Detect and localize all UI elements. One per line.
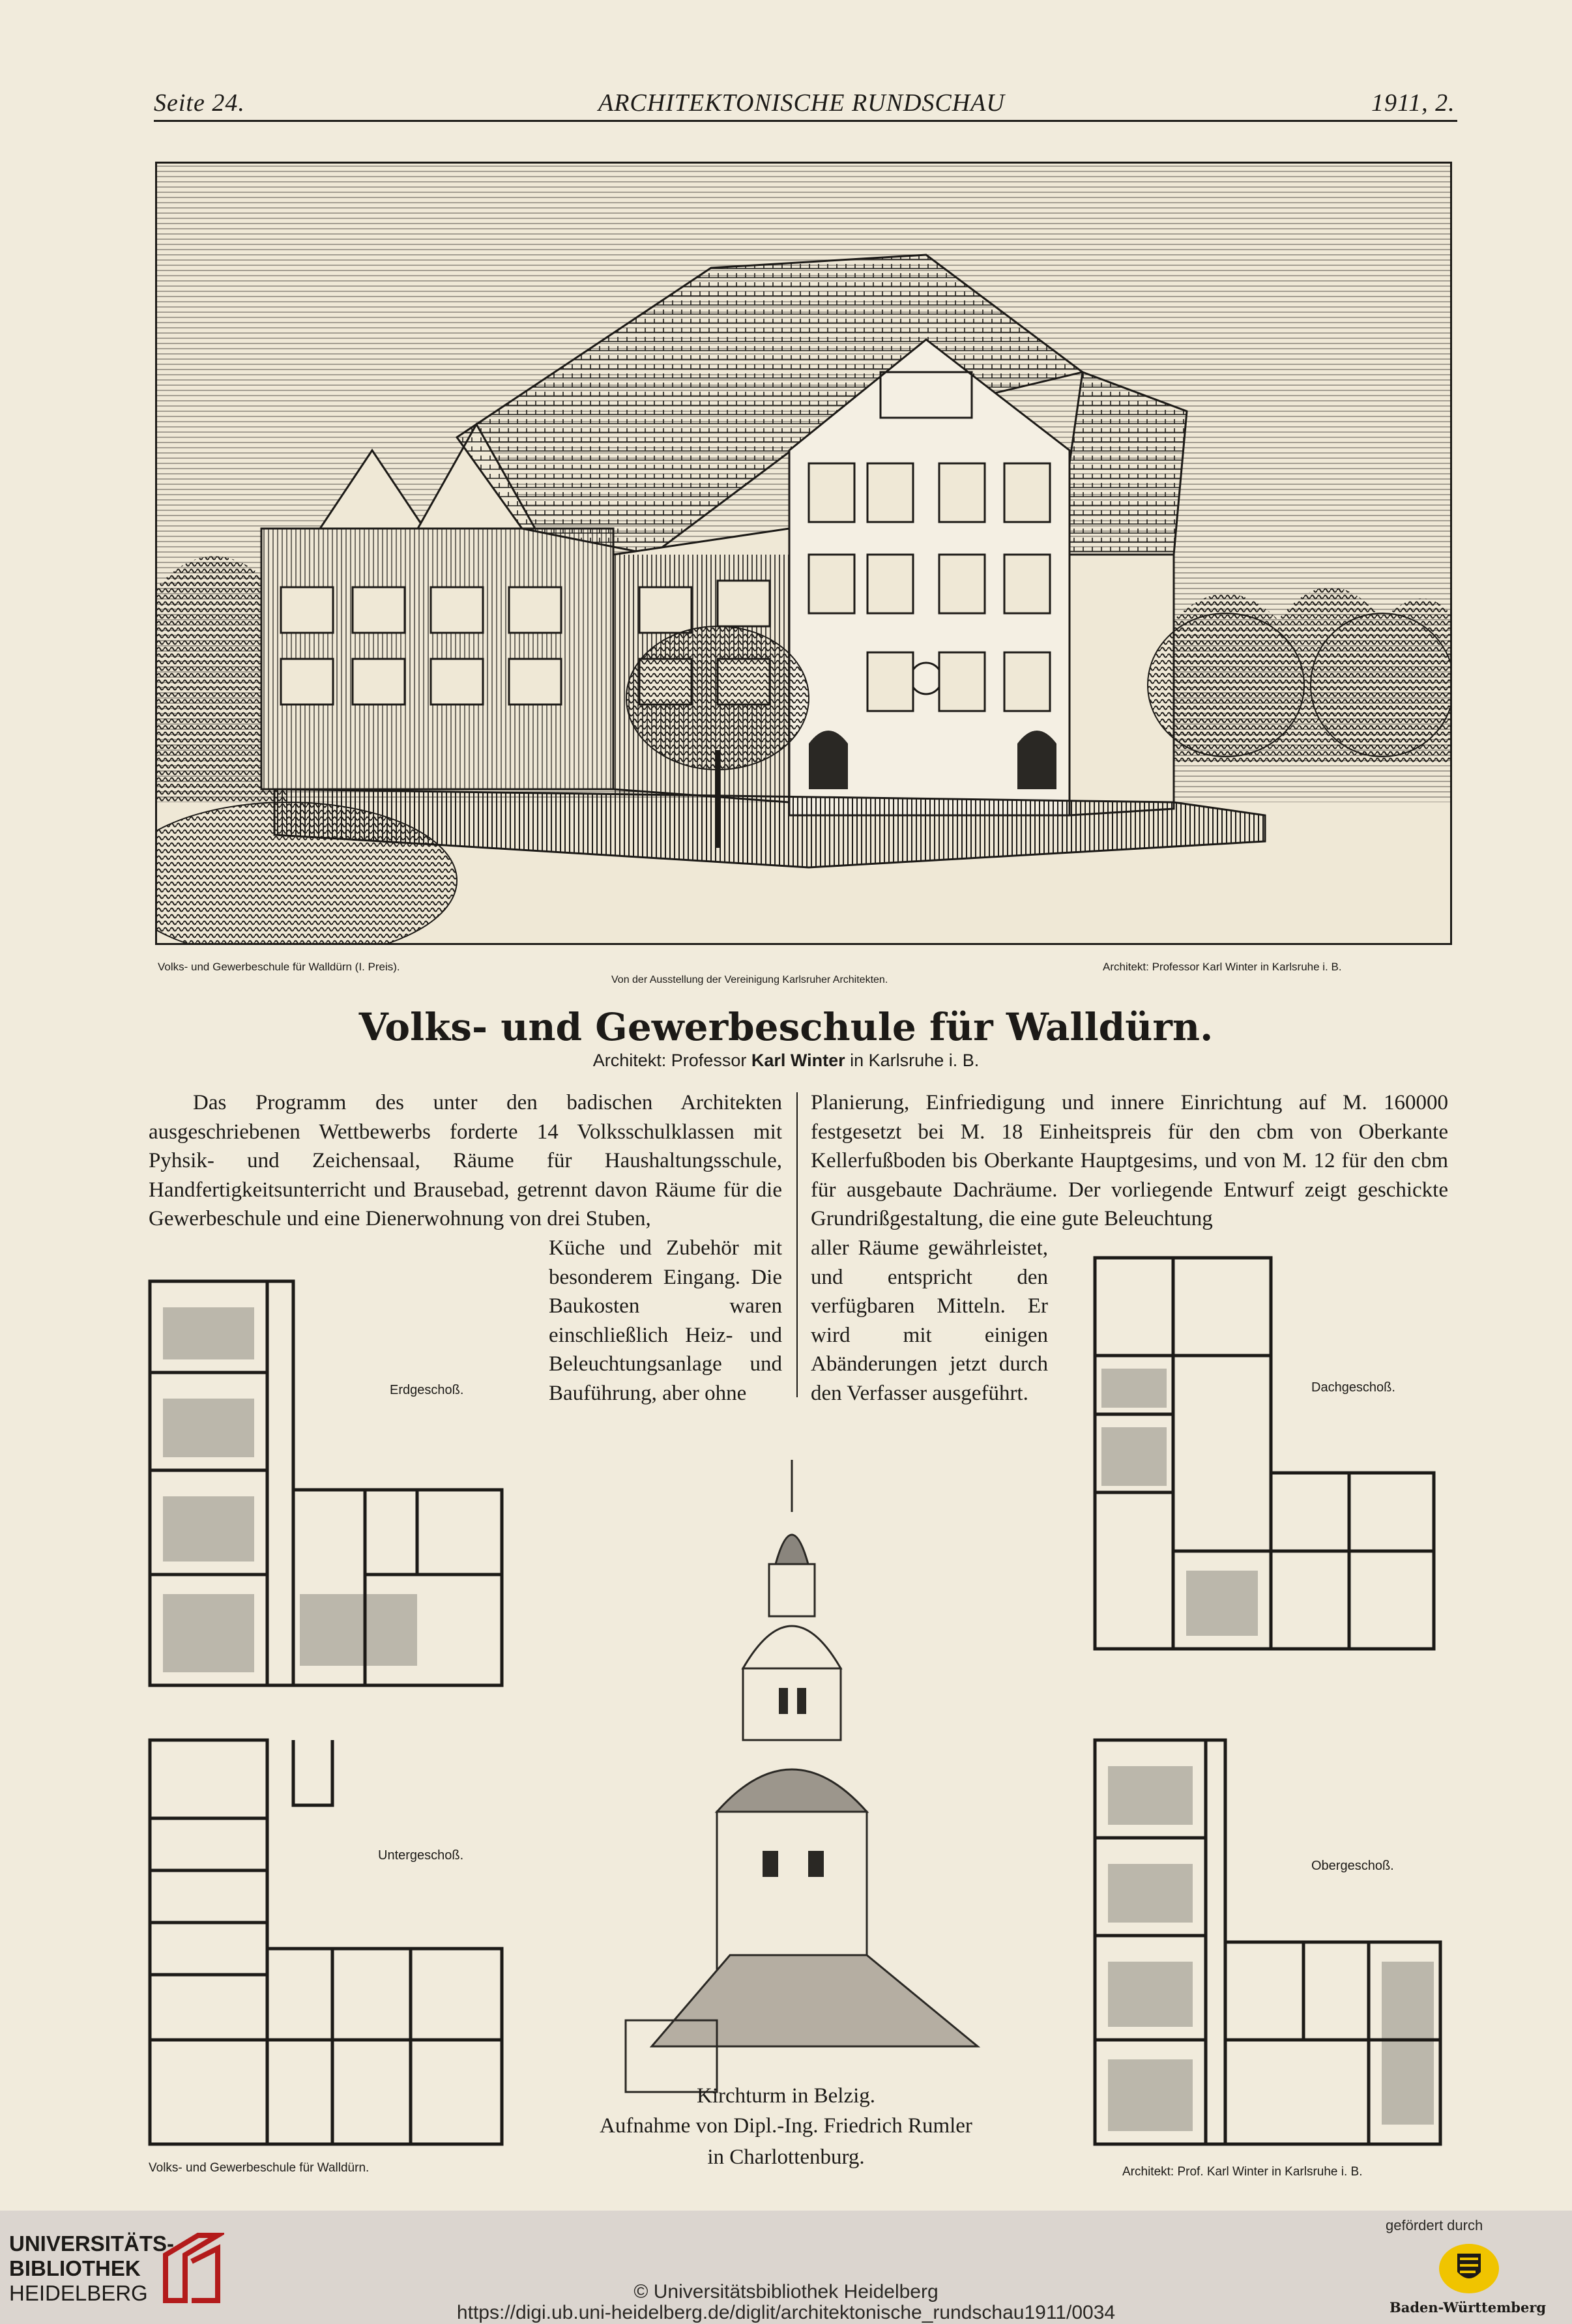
article-byline bbox=[0, 1051, 1572, 1071]
copyright-notice: © Universitätsbibliothek Heidelberg bbox=[633, 2281, 939, 2302]
byline-suffix: in Karlsruhe i. B. bbox=[850, 1051, 980, 1070]
sketch-caption-1: Kirchturm in Belzig. bbox=[696, 2084, 876, 2108]
page-url-link[interactable]: https://digi.ub.uni-heidelberg.de/diglit/architektonische_rundschau1911/0034 bbox=[456, 2302, 1116, 2323]
label-obergeschoss: Obergeschoß. bbox=[1311, 1859, 1394, 1873]
funded-by-label: gefördert durch bbox=[1386, 2217, 1483, 2233]
library-line-1: UNIVERSITÄTS- bbox=[9, 2231, 175, 2256]
article-column-1-continued: Küche und Zubehör mit besonderem Eingang. Die Baukosten waren einschließlich Heiz- und Beleuchtungsanlage und Bauführung, aber ohne bbox=[549, 1236, 782, 1405]
article-column-1: Das Programm des unter den badischen Architekten ausgeschriebenen Wettbewerbs forderte 14 Volksschulklassen mit Pyhsik- und Zeichensaal, Räume für Haushaltungsschule, Handfertigkeitsunterricht und Brausebad, getrennt davon Räume für die Gewerbeschule und eine Dienerwohnung von drei Stuben, bbox=[149, 1091, 782, 1230]
plans-caption-right: Architekt: Prof. Karl Winter in Karlsruhe i. B. bbox=[1122, 2165, 1363, 2179]
illustration-caption-right: Architekt: Professor Karl Winter in Karlsruhe i. B. bbox=[1103, 961, 1342, 973]
label-erdgeschoss: Erdgeschoß. bbox=[390, 1383, 464, 1397]
article-column-2: Planierung, Einfriedigung und innere Einrichtung auf M. 160000 festgesetzt bei M. 18 Einheitspreis für den cbm von Oberkante Kellerfußboden bis Oberkante Hauptgesims, und von M. 12 für den cbm für ausgebaute Dachräume. Der vorliegende Entwurf zeigt geschickte Grundrißgestaltung, die eine gute Beleuchtung bbox=[811, 1091, 1448, 1230]
footer-band bbox=[0, 2211, 1572, 2324]
article-title: Volks- und Gewerbeschule für Walldürn. bbox=[358, 1005, 1214, 1049]
library-line-3: HEIDELBERG bbox=[9, 2281, 148, 2305]
illustration-caption-center: Von der Ausstellung der Vereinigung Karlsruher Architekten. bbox=[611, 974, 888, 985]
state-coat-of-arms-icon bbox=[1438, 2242, 1500, 2295]
page-number: Seite 24. bbox=[154, 89, 245, 117]
journal-title: ARCHITEKTONISCHE RUNDSCHAU bbox=[598, 89, 1005, 117]
school-drawing-svg bbox=[157, 164, 1450, 943]
byline-prefix: Architekt: Professor bbox=[592, 1051, 747, 1070]
article-column-2-continued: aller Räume gewährleistet, und entspricht den verfügbaren Mitteln. Er wird mit einigen Abänderungen jetzt durch den Verfasser ausgeführt. bbox=[811, 1236, 1048, 1405]
sketch-caption-3: in Charlottenburg. bbox=[707, 2145, 865, 2169]
floor-plan-attic bbox=[1088, 1251, 1453, 1662]
column-divider bbox=[796, 1092, 798, 1397]
state-name: Baden-Württemberg bbox=[1390, 2299, 1547, 2316]
plans-caption-left: Volks- und Gewerbeschule für Walldürn. bbox=[149, 2161, 370, 2175]
floor-plan-ground bbox=[137, 1268, 554, 1711]
church-tower-sketch bbox=[613, 1460, 1017, 2118]
label-dachgeschoss: Dachgeschoß. bbox=[1311, 1380, 1395, 1395]
issue-number: 1911, 2. bbox=[1371, 89, 1455, 117]
school-perspective-drawing bbox=[155, 162, 1452, 945]
library-line-2: BIBLIOTHEK bbox=[9, 2256, 141, 2280]
label-untergeschoss: Untergeschoß. bbox=[378, 1848, 464, 1863]
header-rule bbox=[154, 120, 1457, 122]
architect-name: Karl Winter bbox=[751, 1051, 845, 1070]
illustration-caption-left: Volks- und Gewerbeschule für Walldürn (I. Preis). bbox=[158, 961, 400, 973]
sketch-caption-2: Aufnahme von Dipl.-Ing. Friedrich Rumler bbox=[600, 2114, 972, 2138]
